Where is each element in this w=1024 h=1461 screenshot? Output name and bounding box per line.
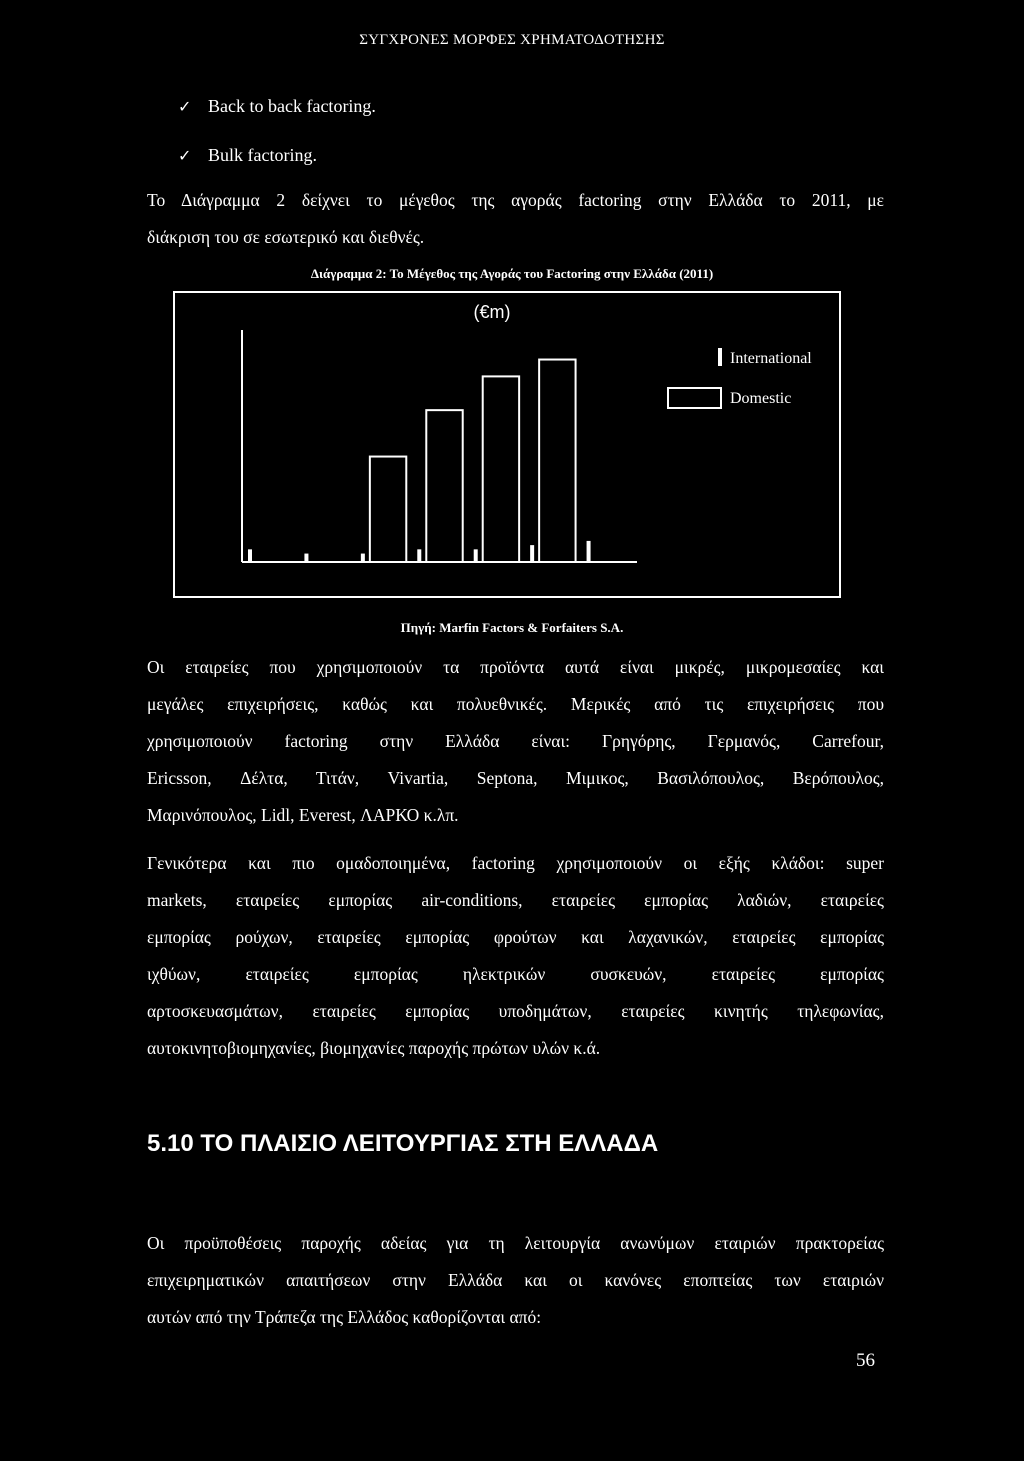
- bar-chart: [0, 0, 1024, 620]
- text-line: αυτοκινητοβιομηχανίες, βιομηχανίες παροχής πρώτων υλών κ.ά.: [147, 1038, 601, 1058]
- bullet-text: Back to back factoring.: [208, 96, 376, 116]
- running-header: ΣΥΓΧΡΟΝΕΣ ΜΟΡΦΕΣ ΧΡΗΜΑΤΟΔΟΤΗΣΗΣ: [359, 32, 665, 48]
- international-bar: [587, 541, 591, 562]
- international-bar: [417, 549, 421, 562]
- text-line: Οι προϋποθέσεις παροχής αδείας για τη λειτουργία ανωνύμων εταιριών πρακτορείας: [147, 1233, 884, 1253]
- section-heading: 5.10 ΤΟ ΠΛΑΙΣΙΟ ΛΕΙΤΟΥΡΓΙΑΣ ΣΤΗ ΕΛΛΑΔΑ: [147, 1130, 659, 1157]
- text-line: Γενικότερα και πιο ομαδοποιημένα, factoring χρησιμοποιούν οι εξής κλάδοι: super: [147, 853, 884, 873]
- legend-swatch-international: [718, 348, 722, 366]
- text-line: εμπορίας ρούχων, εταιρείες εμπορίας φρούτων και λαχανικών, εταιρείες εμπορίας: [147, 927, 884, 947]
- checkmark-icon: ✓: [178, 99, 192, 116]
- text-line: αρτοσκευασμάτων, εταιρείες εμπορίας υποδημάτων, εταιρείες κινητής τηλεφωνίας,: [147, 1001, 884, 1021]
- text-line: διάκριση του σε εσωτερικό και διεθνές.: [147, 227, 425, 247]
- text-line: επιχειρηματικών απαιτήσεων στην Ελλάδα και οι κανόνες εποπτείας των εταιριών: [147, 1270, 884, 1290]
- text-line: Το Διάγραμμα 2 δείχνει το μέγεθος της αγοράς factoring στην Ελλάδα το 2011, με: [147, 190, 884, 210]
- chart-title: Διάγραμμα 2: Το Μέγεθος της Αγοράς του Factoring στην Ελλάδα (2011): [310, 266, 714, 281]
- chart-frame: [174, 292, 840, 597]
- legend-label-domestic: Domestic: [730, 390, 792, 407]
- chart-unit-label: (€m): [473, 302, 511, 322]
- text-line: markets, εταιρείες εμπορίας air-conditions, εταιρείες εμπορίας λαδιών, εταιρείες: [147, 890, 884, 910]
- page-number: 56: [856, 1350, 875, 1371]
- international-bar: [361, 554, 365, 562]
- international-bar: [530, 545, 534, 562]
- text-line: μεγάλες επιχειρήσεις, καθώς και πολυεθνικές. Μερικές από τις επιχειρήσεις που: [147, 694, 884, 714]
- domestic-bar: [370, 457, 406, 562]
- companies-paragraph: [147, 649, 884, 834]
- domestic-bar: [539, 360, 575, 562]
- international-bar: [304, 554, 308, 562]
- text-line: Μαρινόπουλος, Lidl, Everest, ΛΑΡΚΟ κ.λπ.: [147, 805, 459, 825]
- sectors-paragraph: [147, 845, 884, 1067]
- bullet-text: Bulk factoring.: [208, 145, 317, 165]
- text-line: αυτών από την Τράπεζα της Ελλάδος καθορίζονται από:: [147, 1307, 542, 1327]
- text-line: Ericsson, Δέλτα, Τιτάν, Vivartia, Septona, Μιμικος, Βασιλόπουλος, Βερόπουλος,: [147, 768, 884, 788]
- text-line: ιχθύων, εταιρείες εμπορίας ηλεκτρικών συσκευών, εταιρείες εμπορίας: [147, 964, 884, 984]
- chart-source: Πηγή: Marfin Factors & Forfaiters S.A.: [400, 620, 624, 635]
- international-bar: [474, 549, 478, 562]
- checkmark-icon: ✓: [178, 148, 192, 165]
- text-line: Οι εταιρείες που χρησιμοποιούν τα προϊόντα αυτά είναι μικρές, μικρομεσαίες και: [147, 657, 884, 677]
- domestic-bar: [483, 376, 519, 562]
- international-bar: [248, 549, 252, 562]
- legend-label-international: International: [730, 350, 812, 367]
- legend-swatch-domestic: [668, 388, 721, 408]
- text-line: χρησιμοποιούν factoring στην Ελλάδα είναι: Γρηγόρης, Γερμανός, Carrefour,: [147, 731, 884, 751]
- framework-paragraph: [147, 1225, 884, 1336]
- domestic-bar: [426, 410, 462, 562]
